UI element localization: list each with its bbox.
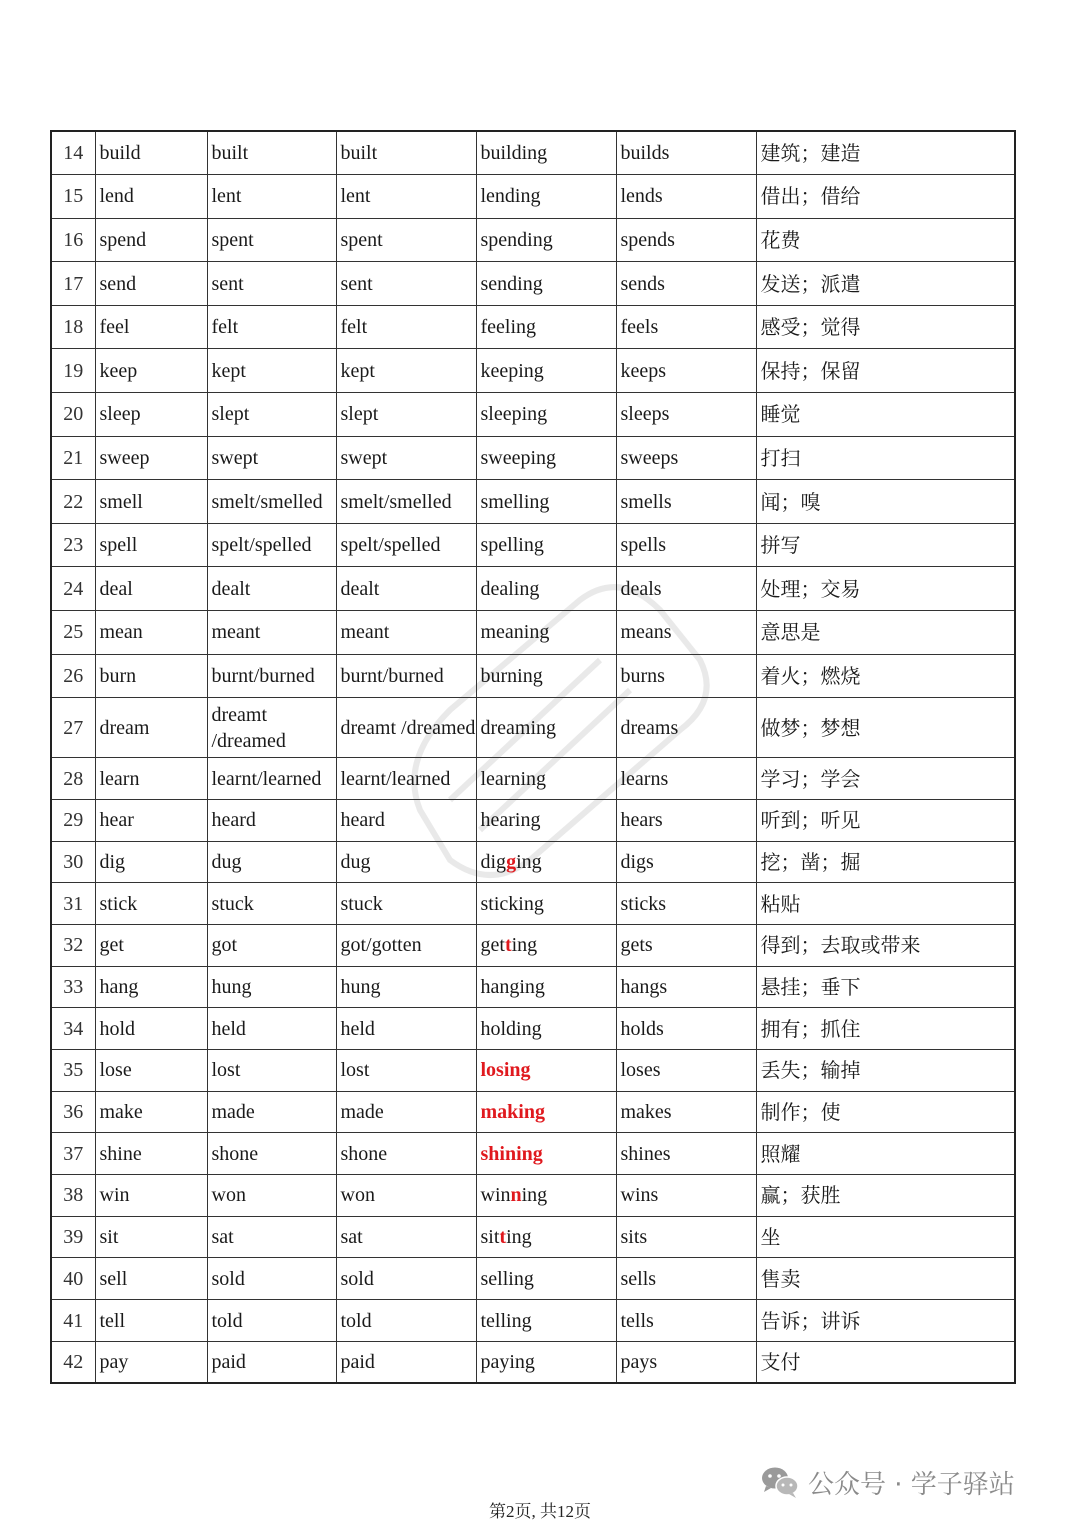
- row-number: 17: [51, 262, 95, 306]
- table-row: [51, 1050, 1015, 1092]
- cell-past-tense: told: [207, 1300, 336, 1342]
- ing-suffix: ing: [516, 850, 542, 873]
- cell-past-participle: won: [336, 1175, 476, 1217]
- cell-base-form: tell: [95, 1300, 207, 1342]
- table-row: [51, 799, 1015, 841]
- row-number: 38: [51, 1175, 95, 1217]
- table-row: [51, 1341, 1015, 1383]
- cell-base-form: hold: [95, 1008, 207, 1050]
- cell-past-tense: dug: [207, 841, 336, 883]
- row-number: 30: [51, 841, 95, 883]
- cell-meaning: 感受；觉得: [756, 305, 1015, 349]
- cell-past-participle: heard: [336, 799, 476, 841]
- cell-meaning: 丢失；输掉: [756, 1050, 1015, 1092]
- row-number: 26: [51, 654, 95, 698]
- row-number: 18: [51, 305, 95, 349]
- brand-watermark: [760, 1462, 1015, 1502]
- row-number: 21: [51, 436, 95, 480]
- cell-third-person: sits: [616, 1216, 756, 1258]
- cell-third-person: sweeps: [616, 436, 756, 480]
- cell-present-participle: holding: [476, 1008, 616, 1050]
- cell-meaning: 意思是: [756, 611, 1015, 655]
- cell-past-participle: hung: [336, 966, 476, 1008]
- cell-third-person: dreams: [616, 698, 756, 758]
- table-row: [51, 523, 1015, 567]
- table-row: [51, 1008, 1015, 1050]
- cell-past-participle: lost: [336, 1050, 476, 1092]
- table-row: [51, 1258, 1015, 1300]
- cell-base-form: lend: [95, 175, 207, 219]
- cell-meaning: 拥有；抓住: [756, 1008, 1015, 1050]
- cell-third-person: sticks: [616, 883, 756, 925]
- cell-past-tense: kept: [207, 349, 336, 393]
- cell-third-person: gets: [616, 924, 756, 966]
- cell-present-participle: dealing: [476, 567, 616, 611]
- row-number: 33: [51, 966, 95, 1008]
- cell-base-form: send: [95, 262, 207, 306]
- cell-third-person: tells: [616, 1300, 756, 1342]
- cell-past-participle: burnt/burned: [336, 654, 476, 698]
- cell-base-form: make: [95, 1091, 207, 1133]
- cell-third-person: deals: [616, 567, 756, 611]
- cell-past-tense: hung: [207, 966, 336, 1008]
- cell-third-person: sends: [616, 262, 756, 306]
- cell-third-person: spells: [616, 523, 756, 567]
- cell-base-form: sell: [95, 1258, 207, 1300]
- cell-third-person: wins: [616, 1175, 756, 1217]
- row-number: 35: [51, 1050, 95, 1092]
- cell-past-participle: smelt/smelled: [336, 480, 476, 524]
- ing-suffix: ing: [511, 934, 538, 957]
- cell-past-tense: smelt/smelled: [207, 480, 336, 524]
- cell-meaning: 睡觉: [756, 393, 1015, 437]
- cell-past-tense: held: [207, 1008, 336, 1050]
- cell-past-participle: learnt/learned: [336, 758, 476, 800]
- cell-third-person: spends: [616, 218, 756, 262]
- cell-past-participle: spelt/spelled: [336, 523, 476, 567]
- ing-suffix: ing: [521, 1184, 548, 1207]
- cell-meaning: 着火；燃烧: [756, 654, 1015, 698]
- cell-meaning: 保持；保留: [756, 349, 1015, 393]
- cell-third-person: sells: [616, 1258, 756, 1300]
- row-number: 39: [51, 1216, 95, 1258]
- cell-base-form: smell: [95, 480, 207, 524]
- row-number: 14: [51, 131, 95, 175]
- row-number: 24: [51, 567, 95, 611]
- cell-third-person: builds: [616, 131, 756, 175]
- cell-base-form: learn: [95, 758, 207, 800]
- cell-present-participle: sticking: [476, 883, 616, 925]
- cell-third-person: feels: [616, 305, 756, 349]
- cell-past-participle: spent: [336, 218, 476, 262]
- table-row: [51, 436, 1015, 480]
- cell-meaning: 处理；交易: [756, 567, 1015, 611]
- highlighted-letters: t: [504, 934, 512, 957]
- cell-present-participle: dreaming: [476, 698, 616, 758]
- cell-meaning: 拼写: [756, 523, 1015, 567]
- cell-third-person: shines: [616, 1133, 756, 1175]
- cell-meaning: 照耀: [756, 1133, 1015, 1175]
- cell-past-participle: shone: [336, 1133, 476, 1175]
- cell-base-form: deal: [95, 567, 207, 611]
- cell-base-form: pay: [95, 1341, 207, 1383]
- cell-past-tense: shone: [207, 1133, 336, 1175]
- highlighted-letters: g: [506, 850, 517, 873]
- table-row: [51, 175, 1015, 219]
- cell-meaning: 告诉；讲诉: [756, 1300, 1015, 1342]
- cell-present-participle: feeling: [476, 305, 616, 349]
- cell-third-person: holds: [616, 1008, 756, 1050]
- cell-present-participle: telling: [476, 1300, 616, 1342]
- row-number: 40: [51, 1258, 95, 1300]
- cell-base-form: burn: [95, 654, 207, 698]
- cell-base-form: keep: [95, 349, 207, 393]
- table-row: [51, 1300, 1015, 1342]
- table-row: [51, 1175, 1015, 1217]
- cell-meaning: 做梦；梦想: [756, 698, 1015, 758]
- cell-meaning: 支付: [756, 1341, 1015, 1383]
- cell-base-form: dig: [95, 841, 207, 883]
- row-number: 34: [51, 1008, 95, 1050]
- cell-present-participle: spending: [476, 218, 616, 262]
- cell-meaning: 售卖: [756, 1258, 1015, 1300]
- cell-past-tense: won: [207, 1175, 336, 1217]
- cell-present-participle: hearing: [476, 799, 616, 841]
- cell-past-tense: felt: [207, 305, 336, 349]
- row-number: 37: [51, 1133, 95, 1175]
- cell-base-form: shine: [95, 1133, 207, 1175]
- highlighted-letters: making: [480, 1101, 545, 1124]
- vocabulary-table: [50, 130, 1016, 1384]
- cell-third-person: hangs: [616, 966, 756, 1008]
- brand-text: 公众号 · 学子驿站: [808, 1469, 1015, 1500]
- table-row: [51, 758, 1015, 800]
- cell-meaning: 得到；去取或带来: [756, 924, 1015, 966]
- table-row: [51, 262, 1015, 306]
- row-number: 41: [51, 1300, 95, 1342]
- highlighted-letters: n: [510, 1184, 522, 1207]
- cell-present-participle: [476, 924, 616, 966]
- cell-past-participle: told: [336, 1300, 476, 1342]
- cell-meaning: 借出；借给: [756, 175, 1015, 219]
- highlighted-letters: losing: [480, 1059, 531, 1082]
- cell-past-participle: dealt: [336, 567, 476, 611]
- table-row: [51, 393, 1015, 437]
- cell-base-form: mean: [95, 611, 207, 655]
- cell-third-person: burns: [616, 654, 756, 698]
- cell-past-tense: paid: [207, 1341, 336, 1383]
- cell-past-participle: built: [336, 131, 476, 175]
- cell-meaning: 花费: [756, 218, 1015, 262]
- cell-third-person: loses: [616, 1050, 756, 1092]
- cell-meaning: 赢；获胜: [756, 1175, 1015, 1217]
- cell-past-tense: lent: [207, 175, 336, 219]
- cell-past-tense: spent: [207, 218, 336, 262]
- cell-meaning: 制作；使: [756, 1091, 1015, 1133]
- cell-past-participle: sat: [336, 1216, 476, 1258]
- cell-present-participle: [476, 1175, 616, 1217]
- table-row: [51, 611, 1015, 655]
- cell-meaning: 听到；听见: [756, 799, 1015, 841]
- cell-past-participle: swept: [336, 436, 476, 480]
- row-number: 23: [51, 523, 95, 567]
- row-number: 20: [51, 393, 95, 437]
- cell-past-participle: felt: [336, 305, 476, 349]
- highlighted-letters: shining: [480, 1142, 543, 1165]
- cell-past-tense: learnt/learned: [207, 758, 336, 800]
- ing-prefix: dig: [480, 850, 507, 873]
- cell-present-participle: spelling: [476, 523, 616, 567]
- cell-past-participle: got/gotten: [336, 924, 476, 966]
- cell-meaning: 建筑；建造: [756, 131, 1015, 175]
- cell-past-tense: burnt/burned: [207, 654, 336, 698]
- cell-present-participle: selling: [476, 1258, 616, 1300]
- cell-present-participle: smelling: [476, 480, 616, 524]
- cell-base-form: dream: [95, 698, 207, 758]
- cell-third-person: means: [616, 611, 756, 655]
- cell-meaning: 打扫: [756, 436, 1015, 480]
- table-row: [51, 1091, 1015, 1133]
- cell-present-participle: meaning: [476, 611, 616, 655]
- cell-past-participle: made: [336, 1091, 476, 1133]
- table-row: [51, 567, 1015, 611]
- ing-suffix: ing: [506, 1226, 532, 1249]
- table-row: [51, 883, 1015, 925]
- table-row: [51, 1133, 1015, 1175]
- cell-base-form: build: [95, 131, 207, 175]
- cell-past-tense: heard: [207, 799, 336, 841]
- cell-base-form: spend: [95, 218, 207, 262]
- ing-prefix: sit: [480, 1226, 500, 1249]
- cell-past-tense: sat: [207, 1216, 336, 1258]
- cell-third-person: smells: [616, 480, 756, 524]
- cell-past-tense: slept: [207, 393, 336, 437]
- ing-prefix: win: [480, 1184, 511, 1207]
- cell-past-tense: dreamt /dreamed: [207, 698, 336, 758]
- row-number: 15: [51, 175, 95, 219]
- cell-present-participle: [476, 1216, 616, 1258]
- cell-present-participle: [476, 1133, 616, 1175]
- cell-past-tense: spelt/spelled: [207, 523, 336, 567]
- table-row: [51, 349, 1015, 393]
- cell-past-tense: made: [207, 1091, 336, 1133]
- ing-prefix: get: [480, 934, 505, 957]
- cell-past-tense: lost: [207, 1050, 336, 1092]
- cell-past-participle: stuck: [336, 883, 476, 925]
- cell-past-tense: swept: [207, 436, 336, 480]
- cell-present-participle: sleeping: [476, 393, 616, 437]
- row-number: 32: [51, 924, 95, 966]
- cell-past-participle: dreamt /dreamed: [336, 698, 476, 758]
- cell-base-form: sweep: [95, 436, 207, 480]
- cell-present-participle: paying: [476, 1341, 616, 1383]
- row-number: 22: [51, 480, 95, 524]
- cell-present-participle: hanging: [476, 966, 616, 1008]
- cell-third-person: digs: [616, 841, 756, 883]
- cell-third-person: pays: [616, 1341, 756, 1383]
- cell-past-participle: meant: [336, 611, 476, 655]
- table-row: [51, 966, 1015, 1008]
- row-number: 42: [51, 1341, 95, 1383]
- page-footer: 第2页, 共12页: [489, 1502, 591, 1521]
- cell-present-participle: lending: [476, 175, 616, 219]
- cell-base-form: win: [95, 1175, 207, 1217]
- cell-present-participle: learning: [476, 758, 616, 800]
- cell-past-tense: got: [207, 924, 336, 966]
- cell-third-person: keeps: [616, 349, 756, 393]
- cell-base-form: get: [95, 924, 207, 966]
- row-number: 29: [51, 799, 95, 841]
- cell-third-person: sleeps: [616, 393, 756, 437]
- cell-base-form: hang: [95, 966, 207, 1008]
- table-row: [51, 1216, 1015, 1258]
- table-row: [51, 924, 1015, 966]
- cell-present-participle: [476, 1050, 616, 1092]
- cell-present-participle: [476, 1091, 616, 1133]
- cell-base-form: hear: [95, 799, 207, 841]
- cell-meaning: 闻；嗅: [756, 480, 1015, 524]
- table-row: [51, 654, 1015, 698]
- cell-past-tense: dealt: [207, 567, 336, 611]
- cell-past-tense: built: [207, 131, 336, 175]
- cell-meaning: 坐: [756, 1216, 1015, 1258]
- cell-past-participle: sold: [336, 1258, 476, 1300]
- highlighted-letters: t: [499, 1226, 507, 1249]
- cell-base-form: sit: [95, 1216, 207, 1258]
- cell-meaning: 挖；凿；掘: [756, 841, 1015, 883]
- cell-past-participle: sent: [336, 262, 476, 306]
- table-row: [51, 305, 1015, 349]
- cell-third-person: makes: [616, 1091, 756, 1133]
- row-number: 19: [51, 349, 95, 393]
- cell-third-person: hears: [616, 799, 756, 841]
- cell-past-tense: sent: [207, 262, 336, 306]
- cell-past-tense: stuck: [207, 883, 336, 925]
- row-number: 31: [51, 883, 95, 925]
- cell-base-form: sleep: [95, 393, 207, 437]
- cell-present-participle: keeping: [476, 349, 616, 393]
- cell-past-participle: paid: [336, 1341, 476, 1383]
- cell-past-participle: held: [336, 1008, 476, 1050]
- cell-base-form: feel: [95, 305, 207, 349]
- table-row: [51, 480, 1015, 524]
- row-number: 28: [51, 758, 95, 800]
- table-row: [51, 218, 1015, 262]
- cell-base-form: lose: [95, 1050, 207, 1092]
- table-row: [51, 698, 1015, 758]
- table-row: [51, 131, 1015, 175]
- cell-third-person: lends: [616, 175, 756, 219]
- cell-meaning: 粘贴: [756, 883, 1015, 925]
- cell-meaning: 学习；学会: [756, 758, 1015, 800]
- wechat-icon: [760, 1465, 800, 1499]
- cell-present-participle: [476, 841, 616, 883]
- row-number: 16: [51, 218, 95, 262]
- cell-past-participle: slept: [336, 393, 476, 437]
- cell-past-participle: lent: [336, 175, 476, 219]
- row-number: 27: [51, 698, 95, 758]
- cell-present-participle: sweeping: [476, 436, 616, 480]
- cell-present-participle: burning: [476, 654, 616, 698]
- cell-meaning: 发送；派遣: [756, 262, 1015, 306]
- row-number: 25: [51, 611, 95, 655]
- cell-third-person: learns: [616, 758, 756, 800]
- cell-present-participle: building: [476, 131, 616, 175]
- row-number: 36: [51, 1091, 95, 1133]
- cell-past-participle: kept: [336, 349, 476, 393]
- cell-past-tense: meant: [207, 611, 336, 655]
- cell-present-participle: sending: [476, 262, 616, 306]
- cell-base-form: stick: [95, 883, 207, 925]
- cell-meaning: 悬挂；垂下: [756, 966, 1015, 1008]
- cell-past-tense: sold: [207, 1258, 336, 1300]
- cell-past-participle: dug: [336, 841, 476, 883]
- cell-base-form: spell: [95, 523, 207, 567]
- table-row: [51, 841, 1015, 883]
